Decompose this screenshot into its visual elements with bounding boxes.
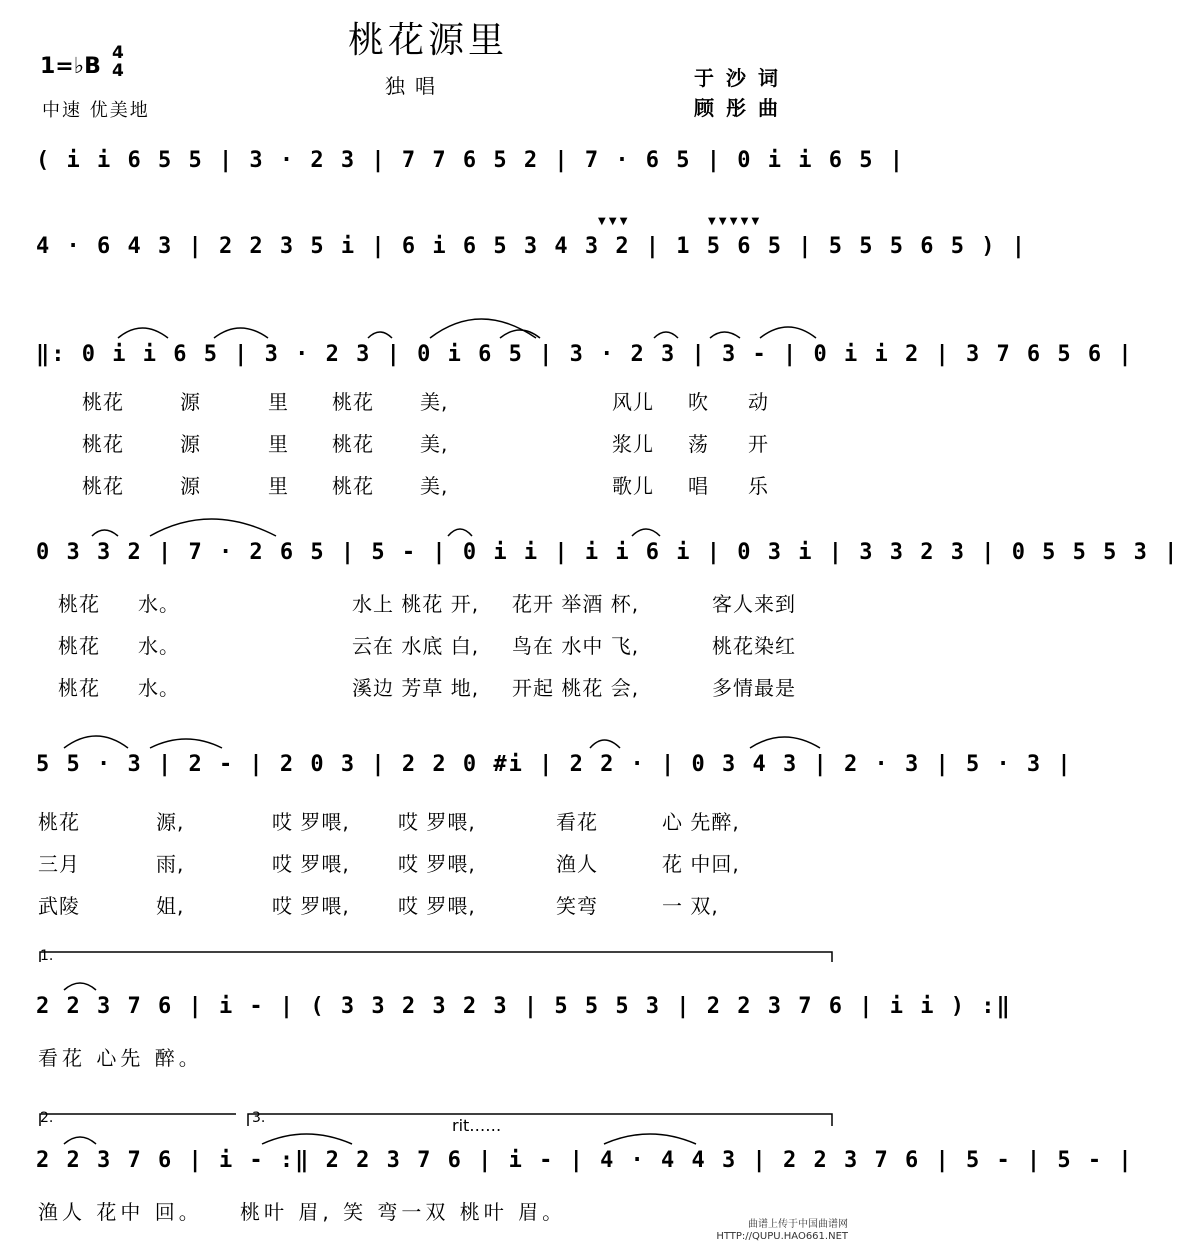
slur <box>750 737 820 748</box>
lyric: 桃花 <box>82 390 124 414</box>
lyric: 源 <box>180 390 201 414</box>
volta-1-label: 1. <box>40 948 54 964</box>
lyric: 荡 <box>688 432 709 456</box>
lyric: 桃花 <box>58 592 100 616</box>
lyric: 美, <box>420 390 449 414</box>
lyric: 溪边 芳草 地, <box>352 676 480 700</box>
key-signature: 1=♭B <box>40 54 101 79</box>
staff-line-1: ( i i 6 5 5 | 3 · 2 3 | 7 7 6 5 2 | 7 · 6 5 | 0 i i 6 5 | <box>36 148 905 173</box>
watermark-line-1: 曲谱上传于中国曲谱网 <box>748 1219 848 1230</box>
lyric: 歌儿 <box>612 474 654 498</box>
lyric: 桃花 <box>58 634 100 658</box>
staff-line-4: 0 3 3 2 | 7 · 2 6 5 | 5 - | 0 i i | i i 6 i | 0 3 i | 3 3 2 3 | 0 5 5 5 3 | <box>36 540 1179 565</box>
lyric: 云在 水底 白, <box>352 634 480 658</box>
slur <box>430 319 536 338</box>
time-top: 4 <box>112 43 124 63</box>
lyric: 姐, <box>156 894 185 918</box>
slur <box>710 332 740 338</box>
lyric: 桃花 <box>332 432 374 456</box>
lyric: 一 双, <box>662 894 719 918</box>
slur <box>64 736 128 748</box>
lyric: 源 <box>180 474 201 498</box>
lyric: 源, <box>156 810 185 834</box>
watermark-line-2: HTTP://QUPU.HAO661.NET <box>716 1231 848 1242</box>
lyric: 渔人 <box>556 852 598 876</box>
slur <box>214 328 268 338</box>
lyric: 鸟在 水中 飞, <box>512 634 640 658</box>
lyric: 浆儿 <box>612 432 654 456</box>
lyric: 心 先醉, <box>662 810 740 834</box>
time-bottom: 4 <box>112 61 124 81</box>
accent-mark: ▼ ▼ ▼ ▼ ▼ <box>708 216 760 227</box>
lyric: 哎 罗喂, <box>272 810 350 834</box>
lyric: 桃花染红 <box>712 634 796 658</box>
lyric: 哎 罗喂, <box>398 894 476 918</box>
lyric: 哎 罗喂, <box>398 852 476 876</box>
composer: 顾彤曲 <box>694 96 790 120</box>
lyric: 开起 桃花 会, <box>512 676 640 700</box>
lyric: 笑弯 <box>556 894 598 918</box>
staff-line-3: ‖: 0 i i 6 5 | 3 · 2 3 | 0 i 6 5 | 3 · 2 3 | 3 - | 0 i i 2 | 3 7 6 5 6 | <box>36 342 1134 367</box>
lyric: 里 <box>268 474 289 498</box>
lyric: 源 <box>180 432 201 456</box>
volta-3-label: 3. <box>252 1110 266 1126</box>
slur <box>92 530 118 536</box>
lyric: 桃花 <box>332 390 374 414</box>
lyric: 桃花 <box>82 432 124 456</box>
lyric: 雨, <box>156 852 185 876</box>
slur <box>150 739 222 748</box>
lyric: 哎 罗喂, <box>398 810 476 834</box>
lyric: 三月 <box>38 852 80 876</box>
lyric: 客人来到 <box>712 592 796 616</box>
watermark <box>716 1219 848 1243</box>
lyric: 看花 <box>556 810 598 834</box>
lyric: 哎 罗喂, <box>272 894 350 918</box>
lyric: 水。 <box>138 634 180 658</box>
lyric: 里 <box>268 432 289 456</box>
lyric: 动 <box>748 390 769 414</box>
slur <box>632 529 660 536</box>
lyric: 乐 <box>748 474 769 498</box>
lyric: 多情最是 <box>712 676 796 700</box>
volta-1-bracket <box>40 952 832 962</box>
slur <box>448 529 472 536</box>
lyric: 里 <box>268 390 289 414</box>
slur <box>368 332 392 338</box>
volta-2-bracket <box>40 1114 236 1126</box>
lyric: 花开 举酒 杯, <box>512 592 640 616</box>
lyric: 哎 罗喂, <box>272 852 350 876</box>
lyricist: 于沙词 <box>694 66 790 90</box>
lyric: 桃花 <box>58 676 100 700</box>
accent-mark: ▼ ▼ ▼ <box>598 216 628 227</box>
slur <box>590 740 620 748</box>
ending-1-lyric: 看花 心先 醉。 <box>38 1046 203 1070</box>
volta-2-label: 2. <box>40 1110 54 1126</box>
lyric: 风儿 <box>612 390 654 414</box>
lyric: 开 <box>748 432 769 456</box>
slur <box>150 519 276 536</box>
lyric: 美, <box>420 432 449 456</box>
lyric: 武陵 <box>38 894 80 918</box>
lyric: 水。 <box>138 676 180 700</box>
lyric: 美, <box>420 474 449 498</box>
lyric: 桃花 <box>38 810 80 834</box>
lyric: 桃花 <box>332 474 374 498</box>
performance-type: 独唱 <box>385 74 445 98</box>
volta-3-bracket <box>248 1114 832 1126</box>
ending-2-lyric: 渔人 花中 回。 <box>38 1200 203 1224</box>
slur <box>64 1137 96 1144</box>
slur <box>760 327 816 338</box>
staff-line-7: 2 2 3 7 6 | i - :‖ 2 2 3 7 6 | i - | 4 · 4 4 3 | 2 2 3 7 6 | 5 - | 5 - | <box>36 1148 1134 1173</box>
slur <box>262 1134 352 1144</box>
lyric: 桃花 <box>82 474 124 498</box>
lyric: 水。 <box>138 592 180 616</box>
staff-line-2: 4 · 6 4 3 | 2 2 3 5 i | 6 i 6 5 3 4 3 2 | 1 5 6 5 | 5 5 5 6 5 ) | <box>36 234 1027 259</box>
slur <box>64 983 96 990</box>
ending-3-lyric: 桃叶 眉, 笑 弯一双 桃叶 眉。 <box>240 1200 567 1224</box>
staff-line-5: 5 5 · 3 | 2 - | 2 0 3 | 2 2 0 #i | 2 2 · | 0 3 4 3 | 2 · 3 | 5 · 3 | <box>36 752 1073 777</box>
lyric: 唱 <box>688 474 709 498</box>
lyric: 吹 <box>688 390 709 414</box>
ritardando-marking: rit…… <box>452 1116 502 1135</box>
lyric: 花 中回, <box>662 852 740 876</box>
slur <box>604 1134 696 1144</box>
song-title: 桃花源里 <box>347 20 508 61</box>
lyric: 水上 桃花 开, <box>352 592 480 616</box>
staff-line-6: 2 2 3 7 6 | i - | ( 3 3 2 3 2 3 | 5 5 5 3 | 2 2 3 7 6 | i i ) :‖ <box>36 994 1012 1019</box>
slur <box>118 328 168 338</box>
slur <box>654 332 678 338</box>
tempo-marking: 中速 优美地 <box>42 100 150 121</box>
